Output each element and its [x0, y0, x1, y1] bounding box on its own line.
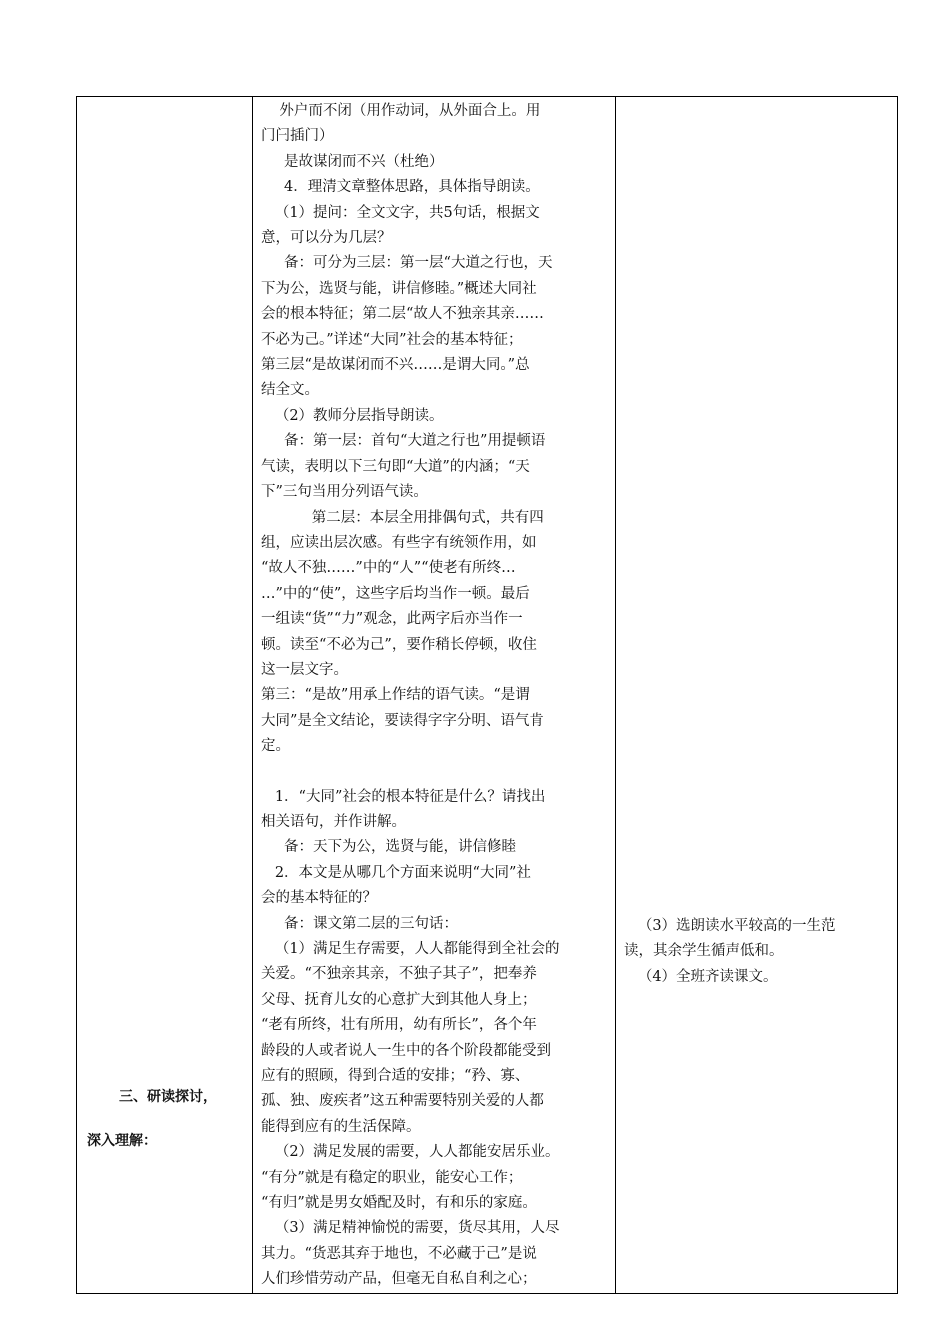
- text-line: “有归”就是男女婚配及时，有和乐的家庭。: [261, 1195, 537, 1212]
- section-column: [77, 97, 253, 1294]
- text-line: （3）满足精神愉悦的需要，货尽其用，人尽: [261, 1220, 560, 1237]
- text-line: 下”三句当用分列语气读。: [261, 484, 428, 501]
- text-line: 关爱。“不独亲其亲，不独子其子”，把奉养: [261, 966, 537, 983]
- text-line: （2）教师分层指导朗读。: [261, 407, 444, 424]
- text-line: 备：天下为公，选贤与能，讲信修睦: [261, 839, 517, 856]
- text-line: （1）提问：全文文字，共5句话，根据文: [261, 204, 540, 221]
- text-line: 第三层“是故谋闭而不兴……是谓大同。”总: [261, 357, 530, 374]
- text-line: 会的根本特征；第二层“故人不独亲其亲……: [261, 306, 544, 323]
- text-line: 组，应读出层次感。有些字有统领作用，如: [261, 534, 537, 551]
- text-line: “有分”就是有稳定的职业，能安心工作；: [261, 1169, 523, 1186]
- text-line: 大同”是全文结论，要读得字字分明、语气肯: [261, 712, 544, 729]
- text-line: 相关语句，并作讲解。: [261, 813, 406, 830]
- section-heading-line-1: 三、研读探讨，: [119, 1089, 217, 1105]
- text-line: 备：课文第二层的三句话：: [261, 915, 459, 932]
- teaching-content: [253, 97, 615, 1293]
- text-line: 备：可分为三层：第一层“大道之行也，天: [261, 255, 553, 272]
- text-line: 能得到应有的生活保障。: [261, 1118, 421, 1135]
- text-line: 门闩插门）: [261, 128, 334, 145]
- text-line: 一组读“货”“力”观念，此两字后亦当作一: [261, 611, 523, 628]
- text-line: 孤、独、废疾者”这五种需要特别关爱的人都: [261, 1093, 544, 1110]
- text-line: 这一层文字。: [261, 661, 348, 678]
- text-line: 第二层：本层全用排偶句式，共有四: [261, 509, 544, 526]
- text-line: （1）满足生存需要，人人都能得到全社会的: [261, 941, 560, 957]
- student-activity-column: [616, 97, 898, 1294]
- text-line: “故人不独……”中的“人”“使老有所终…: [261, 560, 516, 577]
- text-line: 父母、抚育儿女的心意扩大到其他人身上；: [261, 991, 537, 1008]
- teaching-content-column: [253, 97, 616, 1294]
- text-line: 顿。读至“不必为己”，要作稍长停顿，收住: [261, 636, 537, 653]
- text-line: 应有的照顾，得到合适的安排；“矜、寡、: [261, 1068, 530, 1085]
- text-line: 备：第一层：首句“大道之行也”用提顿语: [261, 433, 546, 450]
- text-line: （2）满足发展的需要，人人都能安居乐业。: [261, 1144, 560, 1161]
- text-line: “老有所终，壮有所用，幼有所长”，各个年: [261, 1017, 537, 1034]
- text-line: 定。: [261, 738, 290, 755]
- text-line: （3）选朗读水平较高的一生范: [624, 918, 836, 934]
- text-line: 人们珍惜劳动产品，但毫无自私自利之心；: [261, 1271, 537, 1288]
- text-line: 龄段的人或者说人一生中的各个阶段都能受到: [261, 1042, 551, 1059]
- text-line: 下为公，选贤与能，讲信修睦。”概述大同社: [261, 280, 537, 297]
- text-line: 结全文。: [261, 382, 319, 399]
- text-line: 是故谋闭而不兴（杜绝）: [261, 153, 444, 170]
- section-heading: [87, 1075, 217, 1163]
- text-line: 其力。“货恶其弃于地也，不必藏于己”是说: [261, 1245, 537, 1262]
- text-line: 会的基本特征的？: [261, 890, 377, 907]
- text-line: 不必为己。”详述“大同”社会的基本特征；: [261, 331, 523, 348]
- text-line: 读，其余学生循声低和。: [624, 943, 784, 960]
- text-line: （4）全班齐读课文。: [624, 968, 778, 985]
- section-heading-line-2: 深入理解：: [87, 1133, 157, 1149]
- text-line: 气读，表明以下三句即“大道”的内涵；“天: [261, 458, 530, 475]
- text-line: 意，可以分为几层？: [261, 230, 392, 247]
- text-line: 第三：“是故”用承上作结的语气读。“是谓: [261, 687, 530, 704]
- table-row: [77, 97, 898, 1294]
- text-line: 2．本文是从哪几个方面来说明“大同”社: [261, 864, 531, 881]
- text-line: [261, 760, 607, 785]
- student-activity: [624, 914, 891, 990]
- text-line: 1．“大同”社会的根本特征是什么？请找出: [261, 788, 546, 805]
- lesson-plan-table: [76, 96, 898, 1294]
- text-line: 4．理清文章整体思路，具体指导朗读。: [261, 179, 540, 196]
- text-line: …”中的“使”，这些字后均当作一顿。最后: [261, 585, 530, 602]
- text-line: 外户而不闭（用作动词，从外面合上。用: [261, 103, 541, 119]
